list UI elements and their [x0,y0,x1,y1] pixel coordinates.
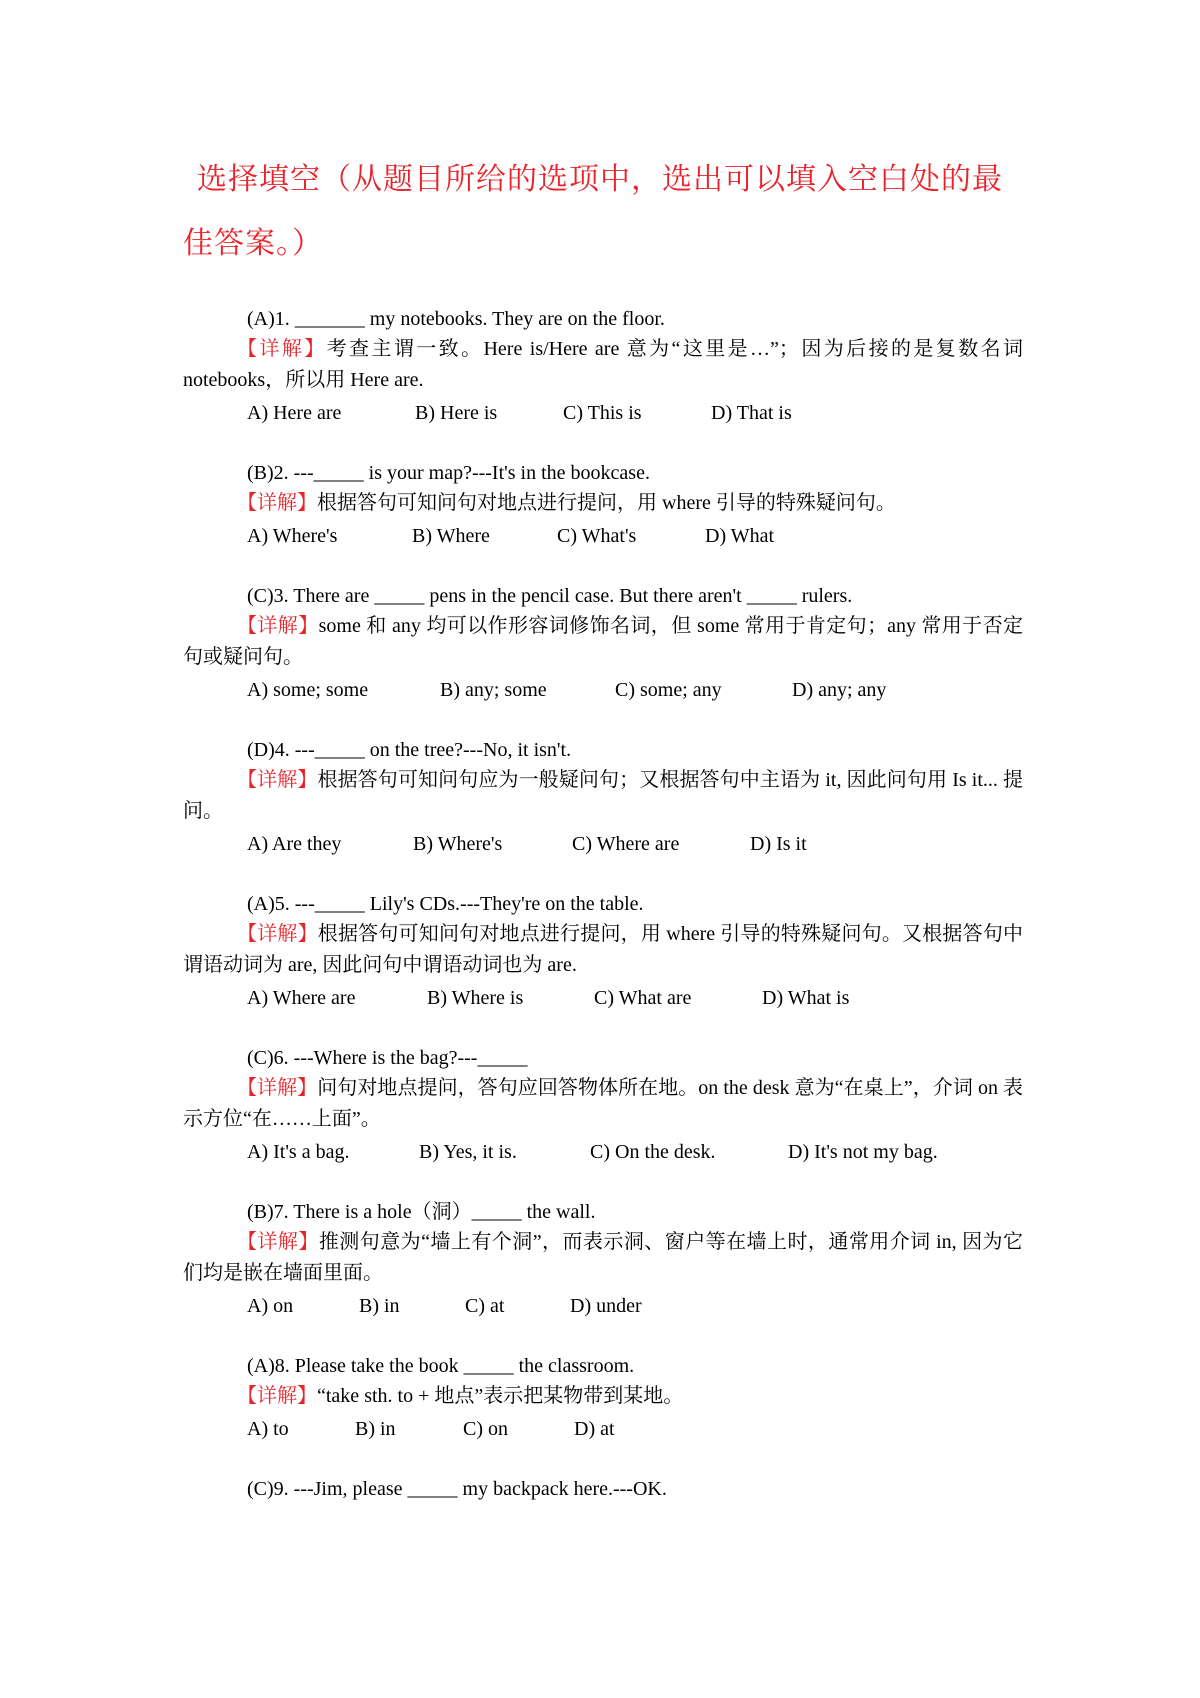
detail-text: 考查主谓一致。Here is/Here are 意为“这里是…”；因为后接的是复数名词notebooks，所以用 Here are. [183,338,1024,391]
question-detail [183,1227,1023,1289]
option-c: C) at [465,1295,505,1317]
question-detail [183,334,1023,396]
question-9 [183,1474,1023,1504]
answer-options [183,983,1023,1013]
option-a: A) to [247,1418,289,1440]
option-b: B) in [355,1418,396,1440]
option-b: B) Here is [415,402,498,424]
question-stem: (B)7. There is a hole（洞）_____ the wall. [247,1201,596,1223]
detail-text: 问句对地点提问，答句应回答物体所在地。on the desk 意为“在桌上”，介词 on 表示方位“在……上面”。 [183,1077,1023,1130]
detail-tag: 【详解】 [237,615,319,637]
question-list [183,304,1023,1534]
option-b: B) Yes, it is. [419,1141,517,1163]
question-detail [183,1381,1023,1412]
answer-options [183,829,1023,859]
detail-tag: 【详解】 [237,923,318,945]
option-b: B) any; some [440,679,547,701]
question-3 [183,581,1023,705]
answer-options [183,398,1023,428]
option-b: B) Where's [413,833,503,855]
question-2 [183,458,1023,551]
option-d: D) Is it [750,833,807,855]
option-a: A) It's a bag. [247,1141,350,1163]
option-b: B) Where is [427,987,524,1009]
detail-text: “take sth. to + 地点”表示把某物带到某地。 [317,1385,684,1407]
option-c: C) What's [557,525,637,547]
option-c: C) some; any [615,679,722,701]
option-a: A) Where are [247,987,356,1009]
option-a: A) Are they [247,833,342,855]
option-b: B) Where [412,525,490,547]
question-stem: (C)3. There are _____ pens in the pencil case. But there aren't _____ rulers. [247,585,853,607]
answer-options [183,1414,1023,1444]
option-d: D) That is [711,402,792,424]
option-a: A) on [247,1295,294,1317]
option-d: D) It's not my bag. [788,1141,938,1163]
question-5 [183,889,1023,1013]
question-detail [183,611,1023,673]
question-6 [183,1043,1023,1167]
question-stem: (D)4. ---_____ on the tree?---No, it isn't. [247,739,572,761]
question-stem: (A)8. Please take the book _____ the classroom. [247,1355,635,1377]
question-detail [183,488,1023,519]
question-stem: (A)5. ---_____ Lily's CDs.---They're on the table. [247,893,644,915]
answer-options [183,675,1023,705]
detail-tag: 【详解】 [237,492,317,514]
option-a: A) some; some [247,679,369,701]
question-detail [183,1073,1023,1135]
option-d: D) under [570,1295,642,1317]
question-1 [183,304,1023,428]
question-stem: (B)2. ---_____ is your map?---It's in the bookcase. [247,462,650,484]
question-stem: (C)6. ---Where is the bag?---_____ [247,1047,528,1069]
option-c: C) This is [563,402,642,424]
option-c: C) What are [594,987,692,1009]
detail-tag: 【详解】 [237,1077,318,1099]
answer-options [183,1137,1023,1167]
option-c: C) Where are [572,833,680,855]
detail-tag: 【详解】 [237,1231,319,1253]
question-detail [183,919,1023,981]
question-stem: (A)1. _______ my notebooks. They are on the floor. [247,308,665,330]
detail-text: 根据答句可知问句应为一般疑问句；又根据答句中主语为 it, 因此问句用 Is it... 提问。 [183,769,1024,822]
question-detail [183,765,1023,827]
detail-text: 根据答句可知问句对地点进行提问，用 where 引导的特殊疑问句。又根据答句中谓语动词为 are, 因此问句中谓语动词也为 are. [183,923,1024,976]
option-d: D) What [705,525,775,547]
detail-tag: 【详解】 [237,1385,317,1407]
question-7 [183,1197,1023,1321]
question-4 [183,735,1023,859]
question-8 [183,1351,1023,1444]
option-a: A) Here are [247,402,342,424]
detail-tag: 【详解】 [237,338,327,360]
detail-text: 根据答句可知问句对地点进行提问，用 where 引导的特殊疑问句。 [317,492,896,514]
option-d: D) What is [762,987,850,1009]
answer-options [183,521,1023,551]
option-d: D) at [574,1418,615,1440]
option-a: A) Where's [247,525,338,547]
option-c: C) On the desk. [590,1141,716,1163]
option-b: B) in [359,1295,400,1317]
section-title: 选择填空（从题目所给的选项中，选出可以填入空白处的最佳答案。） [183,163,1003,260]
detail-tag: 【详解】 [237,769,318,791]
answer-options [183,1291,1023,1321]
detail-text: 推测句意为“墙上有个洞”，而表示洞、窗户等在墙上时，通常用介词 in, 因为它们均是嵌在墙面里面。 [183,1231,1024,1284]
question-stem: (C)9. ---Jim, please _____ my backpack here.---OK. [247,1478,667,1500]
option-d: D) any; any [792,679,887,701]
option-c: C) on [463,1418,508,1440]
detail-text: some 和 any 均可以作形容词修饰名词，但 some 常用于肯定句；any 常用于否定句或疑问句。 [183,615,1023,668]
